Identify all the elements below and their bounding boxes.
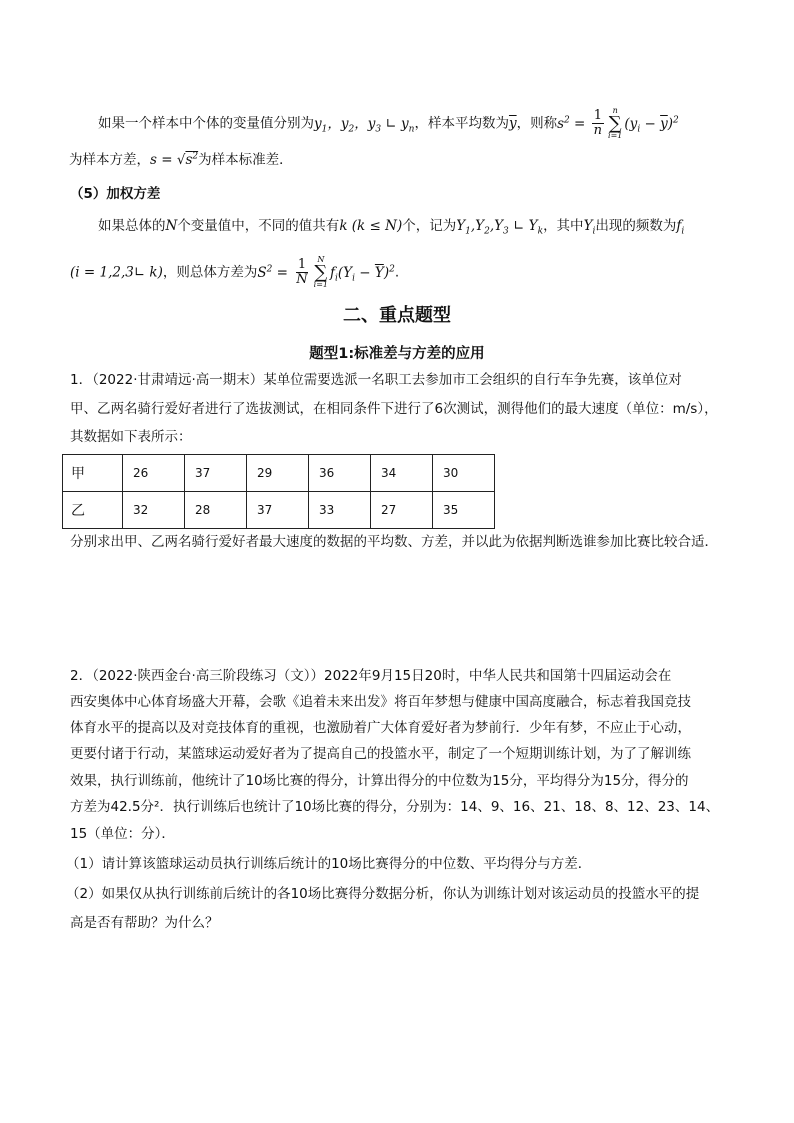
formula-k: k (k ≤ N) <box>339 218 403 234</box>
q1-line4: 分别求出甲、乙两名骑行爱好者最大速度的数据的平均数、方差，并以此为依据判断选谁参加比赛比较合适． <box>70 534 718 550</box>
text-fragment: 个变量值中，不同的值共有 <box>177 218 340 234</box>
q1-line2: 甲、乙两名骑行爱好者进行了选拔测试，在相同条件下进行了6次测试，测得他们的最大速度（单位：m/s）， <box>70 401 718 417</box>
table-cell: 33 <box>309 492 371 529</box>
formula-std: $s = √s^2$ <box>150 151 199 168</box>
formula-sum-term: $(y_i - \overline{y})^2$ <box>624 115 679 135</box>
sum-symbol: n ∑ i=1 <box>608 106 623 140</box>
table-cell: 37 <box>185 455 247 492</box>
formula-sample-variance: $s^2$ = <box>557 115 590 132</box>
weighted-variance-heading: （5）加权方差 <box>70 186 161 202</box>
q2-line3: 体育水平的提高以及对竞技体育的重视，也激励着广大体育爱好者为梦前行．少年有梦，不应止于心动， <box>70 720 691 736</box>
table-row <box>63 455 495 492</box>
formula-index-range: (i = 1,2,3∟ k) <box>70 264 163 281</box>
formula-N: N <box>165 218 178 234</box>
q2-sub2-line2: 高是否有帮助？为什么？ <box>70 915 219 931</box>
formula-population-variance: $S^2$ = <box>257 264 293 281</box>
sum-symbol: N ∑ i=1 <box>313 255 329 289</box>
text-fragment: ，其中 <box>543 218 584 234</box>
table-row <box>63 492 495 529</box>
main-title: 二、重点题型 <box>343 305 451 326</box>
text-fragment: ，样本平均数为 <box>414 115 509 132</box>
sub-title: 题型1:标准差与方差的应用 <box>309 346 485 362</box>
text-fragment: ，则总体方差为 <box>162 264 258 281</box>
fraction-1-n: $\frac{1}{n}$ <box>593 108 603 138</box>
table-cell: 27 <box>371 492 433 529</box>
table-cell: 34 <box>371 455 433 492</box>
speed-data-table <box>62 454 495 529</box>
text-fragment: 出现的频数为 <box>595 218 677 234</box>
q2-line7: 15（单位：分）． <box>70 826 175 842</box>
formula-mean: $\overline{y}$ <box>508 115 517 132</box>
text-fragment: . <box>394 264 400 281</box>
formula-weighted-term: $f_i(Y_i - \overline{Y})^2$ <box>330 264 395 284</box>
weighted-variance-line2 <box>70 256 399 289</box>
q2-line4: 更要付诸于行动，某篮球运动爱好者为了提高自己的投篮水平，制定了一个短期训练计划，为了了解训练 <box>70 746 691 762</box>
text-fragment: 为样本方差， <box>69 152 150 168</box>
row-label-yi: 乙 <box>63 492 123 529</box>
table-cell: 30 <box>433 455 495 492</box>
q2-line6: 方差为42.5分²．执行训练后也统计了10场比赛的得分，分别为：14、9、16、21、18、8、12、23、14、 <box>70 799 720 815</box>
q1-line1: 1．（2022·甘肃靖远·高一期末）某单位需要选派一名职工去参加市工会组织的自行车争先赛，该单位对 <box>70 372 682 388</box>
q2-sub1: （1）请计算该篮球运动员执行训练后统计的10场比赛得分的中位数、平均得分与方差． <box>66 856 592 872</box>
q2-sub2-line1: （2）如果仅从执行训练前后统计的各10场比赛得分数据分析，你认为训练计划对该运动员的投篮水平的提 <box>66 886 700 902</box>
table-cell: 28 <box>185 492 247 529</box>
formula-Yi: $Y_i$ <box>583 218 596 237</box>
table-cell: 35 <box>433 492 495 529</box>
formula-sample-values: $y_1$，$y_2$，$y_3$ ∟ $y_n$ <box>314 115 415 135</box>
row-label-jia: 甲 <box>63 455 123 492</box>
q2-line5: 效果，执行训练前，他统计了10场比赛的得分，计算出得分的中位数为15分，平均得分为15分，得分的 <box>70 773 689 789</box>
sample-variance-line <box>98 107 679 140</box>
text-fragment: 个，记为 <box>402 218 457 234</box>
formula-Y-values: $Y_1,Y_2,Y_3$ ∟ $Y_k$ <box>456 218 544 237</box>
table-cell: 26 <box>123 455 185 492</box>
formula-fi: $f_i$ <box>676 218 685 237</box>
table-cell: 37 <box>247 492 309 529</box>
q2-line1: 2．（2022·陕西金台·高三阶段练习（文））2022年9月15日20时，中华人民共和国第十四届运动会在 <box>70 668 672 684</box>
q1-line3: 其数据如下表所示： <box>70 429 192 445</box>
table-cell: 36 <box>309 455 371 492</box>
weighted-variance-line1 <box>98 216 684 236</box>
table-cell: 32 <box>123 492 185 529</box>
sample-std-line <box>69 150 293 170</box>
text-fragment: 如果总体的 <box>98 218 166 234</box>
fraction-1-N: $\frac{1}{N}$ <box>296 257 308 287</box>
table-cell: 29 <box>247 455 309 492</box>
text-fragment: 为样本标准差． <box>198 152 293 168</box>
text-fragment: 如果一个样本中个体的变量值分别为 <box>98 115 314 132</box>
q2-line2: 西安奥体中心体育场盛大开幕，会歌《追着未来出发》将百年梦想与健康中国高度融合，标志着我国竞技 <box>70 694 691 710</box>
text-fragment: ，则称 <box>516 115 558 132</box>
